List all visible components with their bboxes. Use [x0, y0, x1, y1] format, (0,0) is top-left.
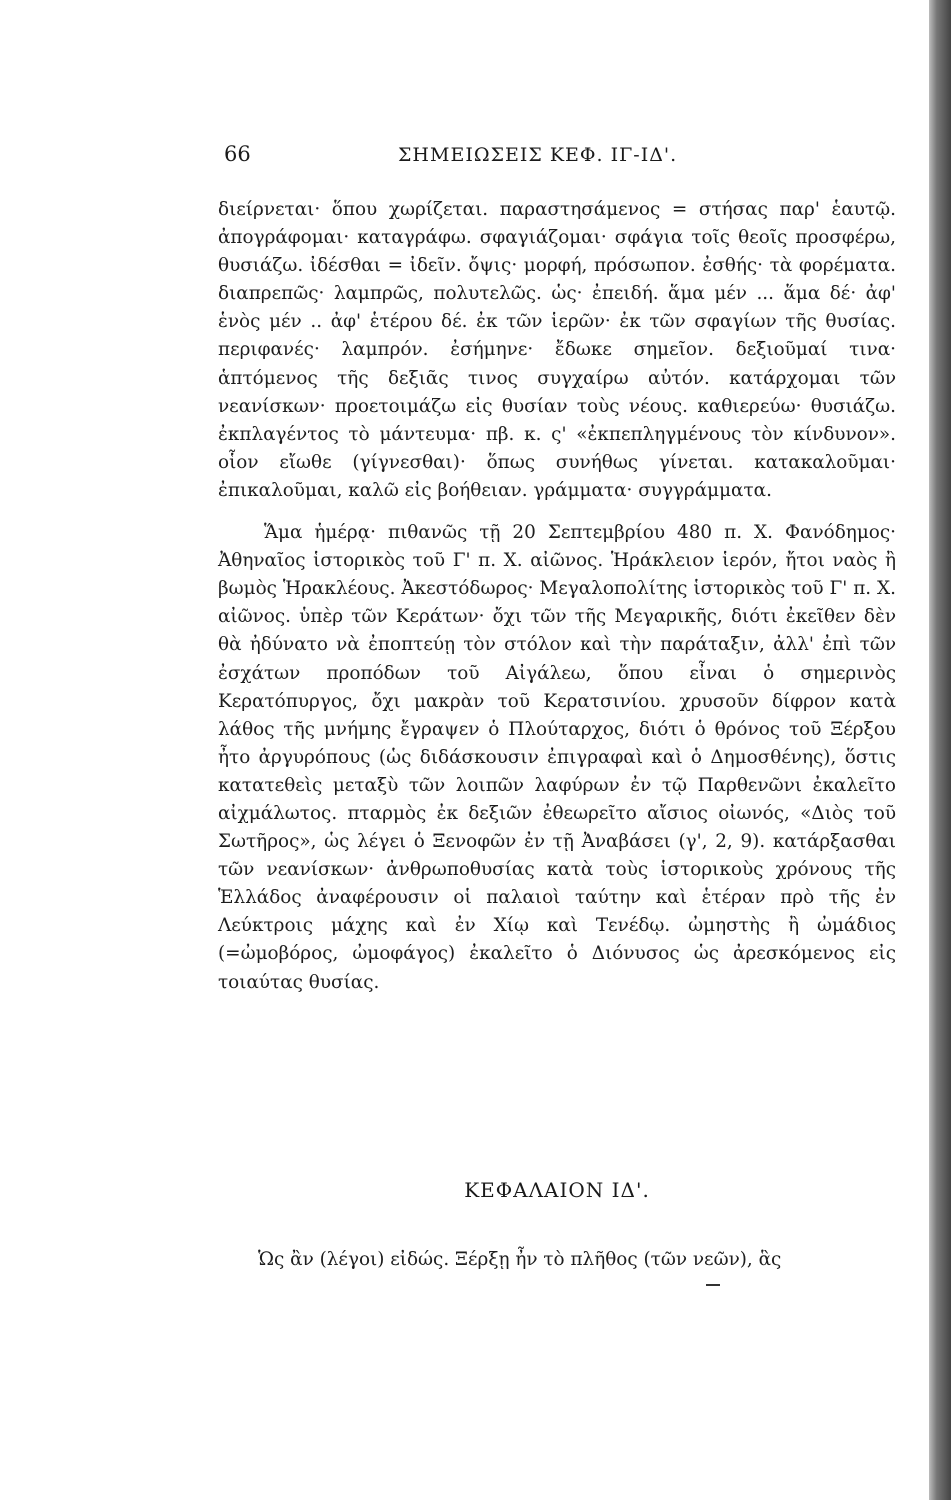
scan-edge [929, 0, 951, 1500]
page-header [222, 138, 892, 178]
notes-body [218, 196, 896, 997]
running-title: ΣΗΜΕΙΩΣΕΙΣ ΚΕΦ. ΙΓ-ΙΔ'. [398, 144, 678, 166]
chapter-title: ΚΕΦΑΛΑΙΟΝ ΙΔ'. [464, 1178, 650, 1202]
notes-paragraph-2: Ἅμα ἡμέρᾳ· πιθανῶς τῇ 20 Σεπτεμβρίου 480 π. Χ. Φανόδημος· Ἀθηναῖος ἱστορικὸς τοῦ Γ' π. Χ. αἰῶνος. Ἡράκλειον ἱερόν, ἤτοι ναὸς ἢ βωμὸς Ἡρακλέους. Ἀκεστόδωρος· Μεγαλοπολίτης ἱστορικὸς τοῦ Γ' π. Χ. αἰῶνος. ὑπὲρ τῶν Κεράτων· ὄχι τῶν τῆς Μεγαρικῆς, διότι ἐκεῖθεν δὲν θὰ ἠδύνατο νὰ ἐποπτεύῃ τὸν στόλον καὶ τὴν παράταξιν, ἀλλ' ἐπὶ τῶν ἐσχάτων προπόδων τοῦ Αἰγάλεω, ὅπου εἶναι ὁ σημερινὸς Κερατόπυργος, ὄχι μακρὰν τοῦ Κερατσινίου. χρυσοῦν δίφρον κατὰ λάθος τῆς μνήμης ἔγραψεν ὁ Πλούταρχος, διότι ὁ θρόνος τοῦ Ξέρξου ἦτο ἀργυρόπους (ὡς διδάσκουσιν ἐπιγραφαὶ καὶ ὁ Δημοσθένης), ὅστις κατατεθεὶς μεταξὺ τῶν λοιπῶν λαφύρων ἐν τῷ Παρθενῶνι ἐκαλεῖτο αἰχμάλωτος. πταρμὸς ἐκ δεξιῶν ἐθεωρεῖτο αἴσιος οἰωνός, «Διὸς τοῦ Σωτῆρος», ὡς λέγει ὁ Ξενοφῶν ἐν τῇ Ἀναβάσει (γ', 2, 9). κατάρξασθαι τῶν νεανίσκων· ἀνθρωποθυσίας κατὰ τοὺς ἱστορικοὺς χρόνους τῆς Ἑλλάδος ἀναφέρουσιν οἱ παλαιοὶ ταύτην καὶ ἑτέραν πρὸ τῆς ἐν Λεύκτροις μάχης καὶ ἐν Χίῳ καὶ Τενέδῳ. ὠμηστὴς ἢ ὠμάδιος (=ὠμοβόρος, ὠμοφάγος) ἐκαλεῖτο ὁ Διόνυσος ὡς ἀρεσκόμενος εἰς τοιαύτας θυσίας. [218, 522, 896, 993]
chapter-first-line: Ὡς ἂν (λέγοι) εἰδώς. Ξέρξῃ ἦν τὸ πλῆθος (τῶν νεῶν), ἃς [258, 1249, 782, 1270]
print-mark [706, 1284, 720, 1286]
page-number: 66 [224, 142, 251, 166]
notes-paragraph-1: διείρνεται· ὅπου χωρίζεται. παραστησάμενος = στήσας παρ' ἑαυτῷ. ἀπογράφομαι· καταγράφω. σφαγιάζομαι· σφάγια τοῖς θεοῖς προσφέρω, θυσιάζω. ἰδέσθαι = ἰδεῖν. ὄψις· μορφή, πρόσωπον. ἐσθής· τὰ φορέματα. διαπρεπῶς· λαμπρῶς, πολυτελῶς. ὡς· ἐπειδή. ἅμα μέν ... ἅμα δέ· ἀφ' ἑνὸς μέν .. ἀφ' ἑτέρου δέ. ἐκ τῶν ἱερῶν· ἐκ τῶν σφαγίων τῆς θυσίας. περιφανές· λαμπρόν. ἐσήμηνε· ἔδωκε σημεῖον. δεξιοῦμαί τινα· ἁπτόμενος τῆς δεξιᾶς τινος συγχαίρω αὐτόν. κατάρχομαι τῶν νεανίσκων· προετοιμάζω εἰς θυσίαν τοὺς νέους. καθιερεύω· θυσιάζω. ἐκπλαγέντος τὸ μάντευμα· πβ. κ. ς' «ἐκπεπληγμένους τὸν κίνδυνον». οἷον εἴωθε (γίγνεσθαι)· ὅπως συνήθως γίνεται. κατακαλοῦμαι· ἐπικαλοῦμαι, καλῶ εἰς βοήθειαν. γράμματα· συγγράμματα. [218, 199, 896, 501]
